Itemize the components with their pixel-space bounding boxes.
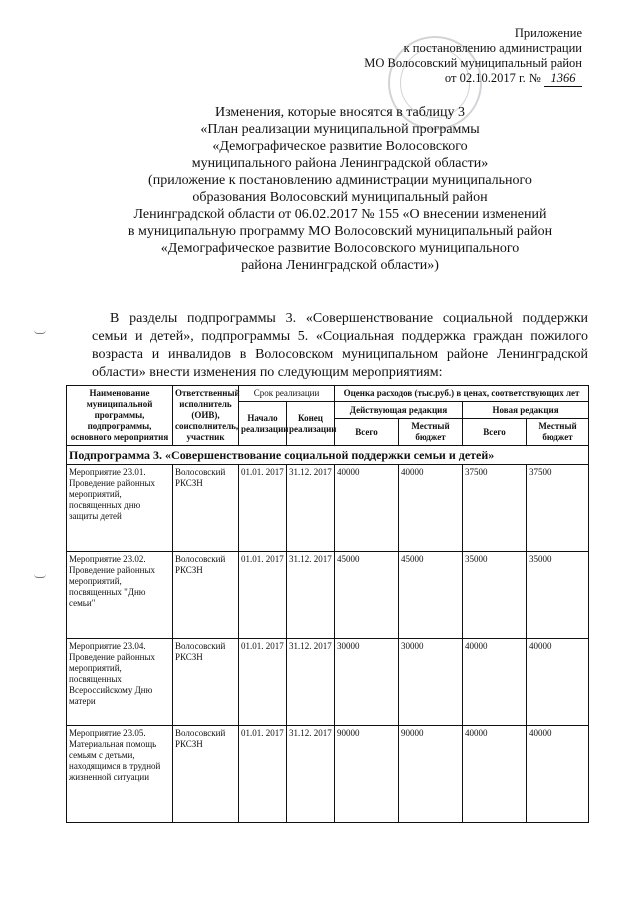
title-line: образования Волосовский муниципальный район [192, 190, 488, 205]
header-name: Наименование муниципальной программы, подпрограммы, основного мероприятия [67, 386, 173, 446]
measure-local-new: 40000 [527, 726, 589, 823]
measure-responsible: Волосовский РКСЗН [173, 465, 239, 552]
measure-total-current: 30000 [335, 639, 399, 726]
measure-total-new: 40000 [463, 639, 527, 726]
table-row [67, 552, 589, 639]
header-start: Начало реализации [239, 402, 287, 446]
header-end: Конец реализации [287, 402, 335, 446]
measure-end: 31.12. 2017 [287, 639, 335, 726]
measure-responsible: Волосовский РКСЗН [173, 552, 239, 639]
measure-end: 31.12. 2017 [287, 552, 335, 639]
title-line: Ленинградской области от 06.02.2017 № 155 «О внесении изменений [133, 207, 547, 222]
appendix-line: МО Волосовский муниципальный район [364, 56, 582, 70]
measure-start: 01.01. 2017 [239, 639, 287, 726]
plan-table [66, 385, 589, 823]
title-line: в муниципальную программу МО Волосовский муниципальный район [127, 224, 553, 239]
measure-name: Мероприятие 23.05. Материальная помощь семьям с детьми, находящимся в трудной жизненной ситуации [67, 726, 173, 823]
title-line: «План реализации муниципальной программы [200, 122, 480, 137]
header-cost: Оценка расходов (тыс.руб.) в ценах, соответствующих лет [335, 386, 589, 402]
measure-total-new: 35000 [463, 552, 527, 639]
measure-total-new: 40000 [463, 726, 527, 823]
measure-start: 01.01. 2017 [239, 465, 287, 552]
margin-mark [34, 574, 46, 578]
header-total-current: Всего [335, 419, 399, 446]
measure-local-current: 30000 [399, 639, 463, 726]
header-total-new: Всего [463, 419, 527, 446]
measure-start: 01.01. 2017 [239, 726, 287, 823]
title-line: (приложение к постановлению администрации муниципального [148, 173, 532, 188]
measure-start: 01.01. 2017 [239, 552, 287, 639]
appendix-date: от 02.10.2017 г. № [444, 71, 541, 85]
appendix-line: Приложение [514, 26, 582, 40]
header-local-new: Местный бюджет [527, 419, 589, 446]
header-local-current: Местный бюджет [399, 419, 463, 446]
title-line: «Демографическое развитие Волосовского [212, 139, 468, 154]
measure-local-current: 40000 [399, 465, 463, 552]
measure-name: Мероприятие 23.02. Проведение районных мероприятий, посвященных "Дню семьи" [67, 552, 173, 639]
table-row [67, 726, 589, 823]
table-row [67, 639, 589, 726]
measure-local-current: 90000 [399, 726, 463, 823]
header-current: Действующая редакция [335, 402, 463, 419]
measure-total-new: 37500 [463, 465, 527, 552]
title-line: «Демографическое развитие Волосовского муниципального [160, 241, 520, 256]
subprogram-row: Подпрограмма 3. «Совершенствование социальной поддержки семьи и детей» [67, 446, 589, 465]
measure-responsible: Волосовский РКСЗН [173, 639, 239, 726]
appendix-header [364, 26, 582, 87]
header-new: Новая редакция [463, 402, 589, 419]
measure-name: Мероприятие 23.01. Проведение районных мероприятий, посвященных дню защиты детей [67, 465, 173, 552]
title-line: Изменения, которые вносятся в таблицу 3 [214, 105, 465, 120]
measure-total-current: 40000 [335, 465, 399, 552]
appendix-line: к постановлению администрации [403, 41, 582, 55]
measure-end: 31.12. 2017 [287, 465, 335, 552]
document-number: 1366 [544, 71, 582, 87]
measure-end: 31.12. 2017 [287, 726, 335, 823]
title-line: района Ленинградской области») [241, 258, 439, 273]
header-responsible: Ответственный исполнитель (ОИВ), соисполнитель, участник [173, 386, 239, 446]
measure-total-current: 45000 [335, 552, 399, 639]
margin-mark [34, 330, 46, 334]
title-line: муниципального района Ленинградской области» [191, 156, 489, 171]
intro-paragraph: В разделы подпрограммы 3. «Совершенствование социальной поддержки семьи и детей», подпрограммы 5. «Социальная поддержка граждан пожилого возраста и инвалидов в Волосовском муниципальном районе Ленинградской области» внести изменения по следующим мероприятиям: [92, 311, 588, 380]
measure-local-current: 45000 [399, 552, 463, 639]
measure-name: Мероприятие 23.04. Проведение районных мероприятий, посвященных Всероссийскому Дню матери [67, 639, 173, 726]
measure-local-new: 35000 [527, 552, 589, 639]
appendix-date-line [364, 71, 582, 87]
measure-total-current: 90000 [335, 726, 399, 823]
measure-local-new: 37500 [527, 465, 589, 552]
measure-local-new: 40000 [527, 639, 589, 726]
header-term: Срок реализации [239, 386, 335, 402]
measure-responsible: Волосовский РКСЗН [173, 726, 239, 823]
document-title [60, 104, 620, 274]
table-row [67, 465, 589, 552]
